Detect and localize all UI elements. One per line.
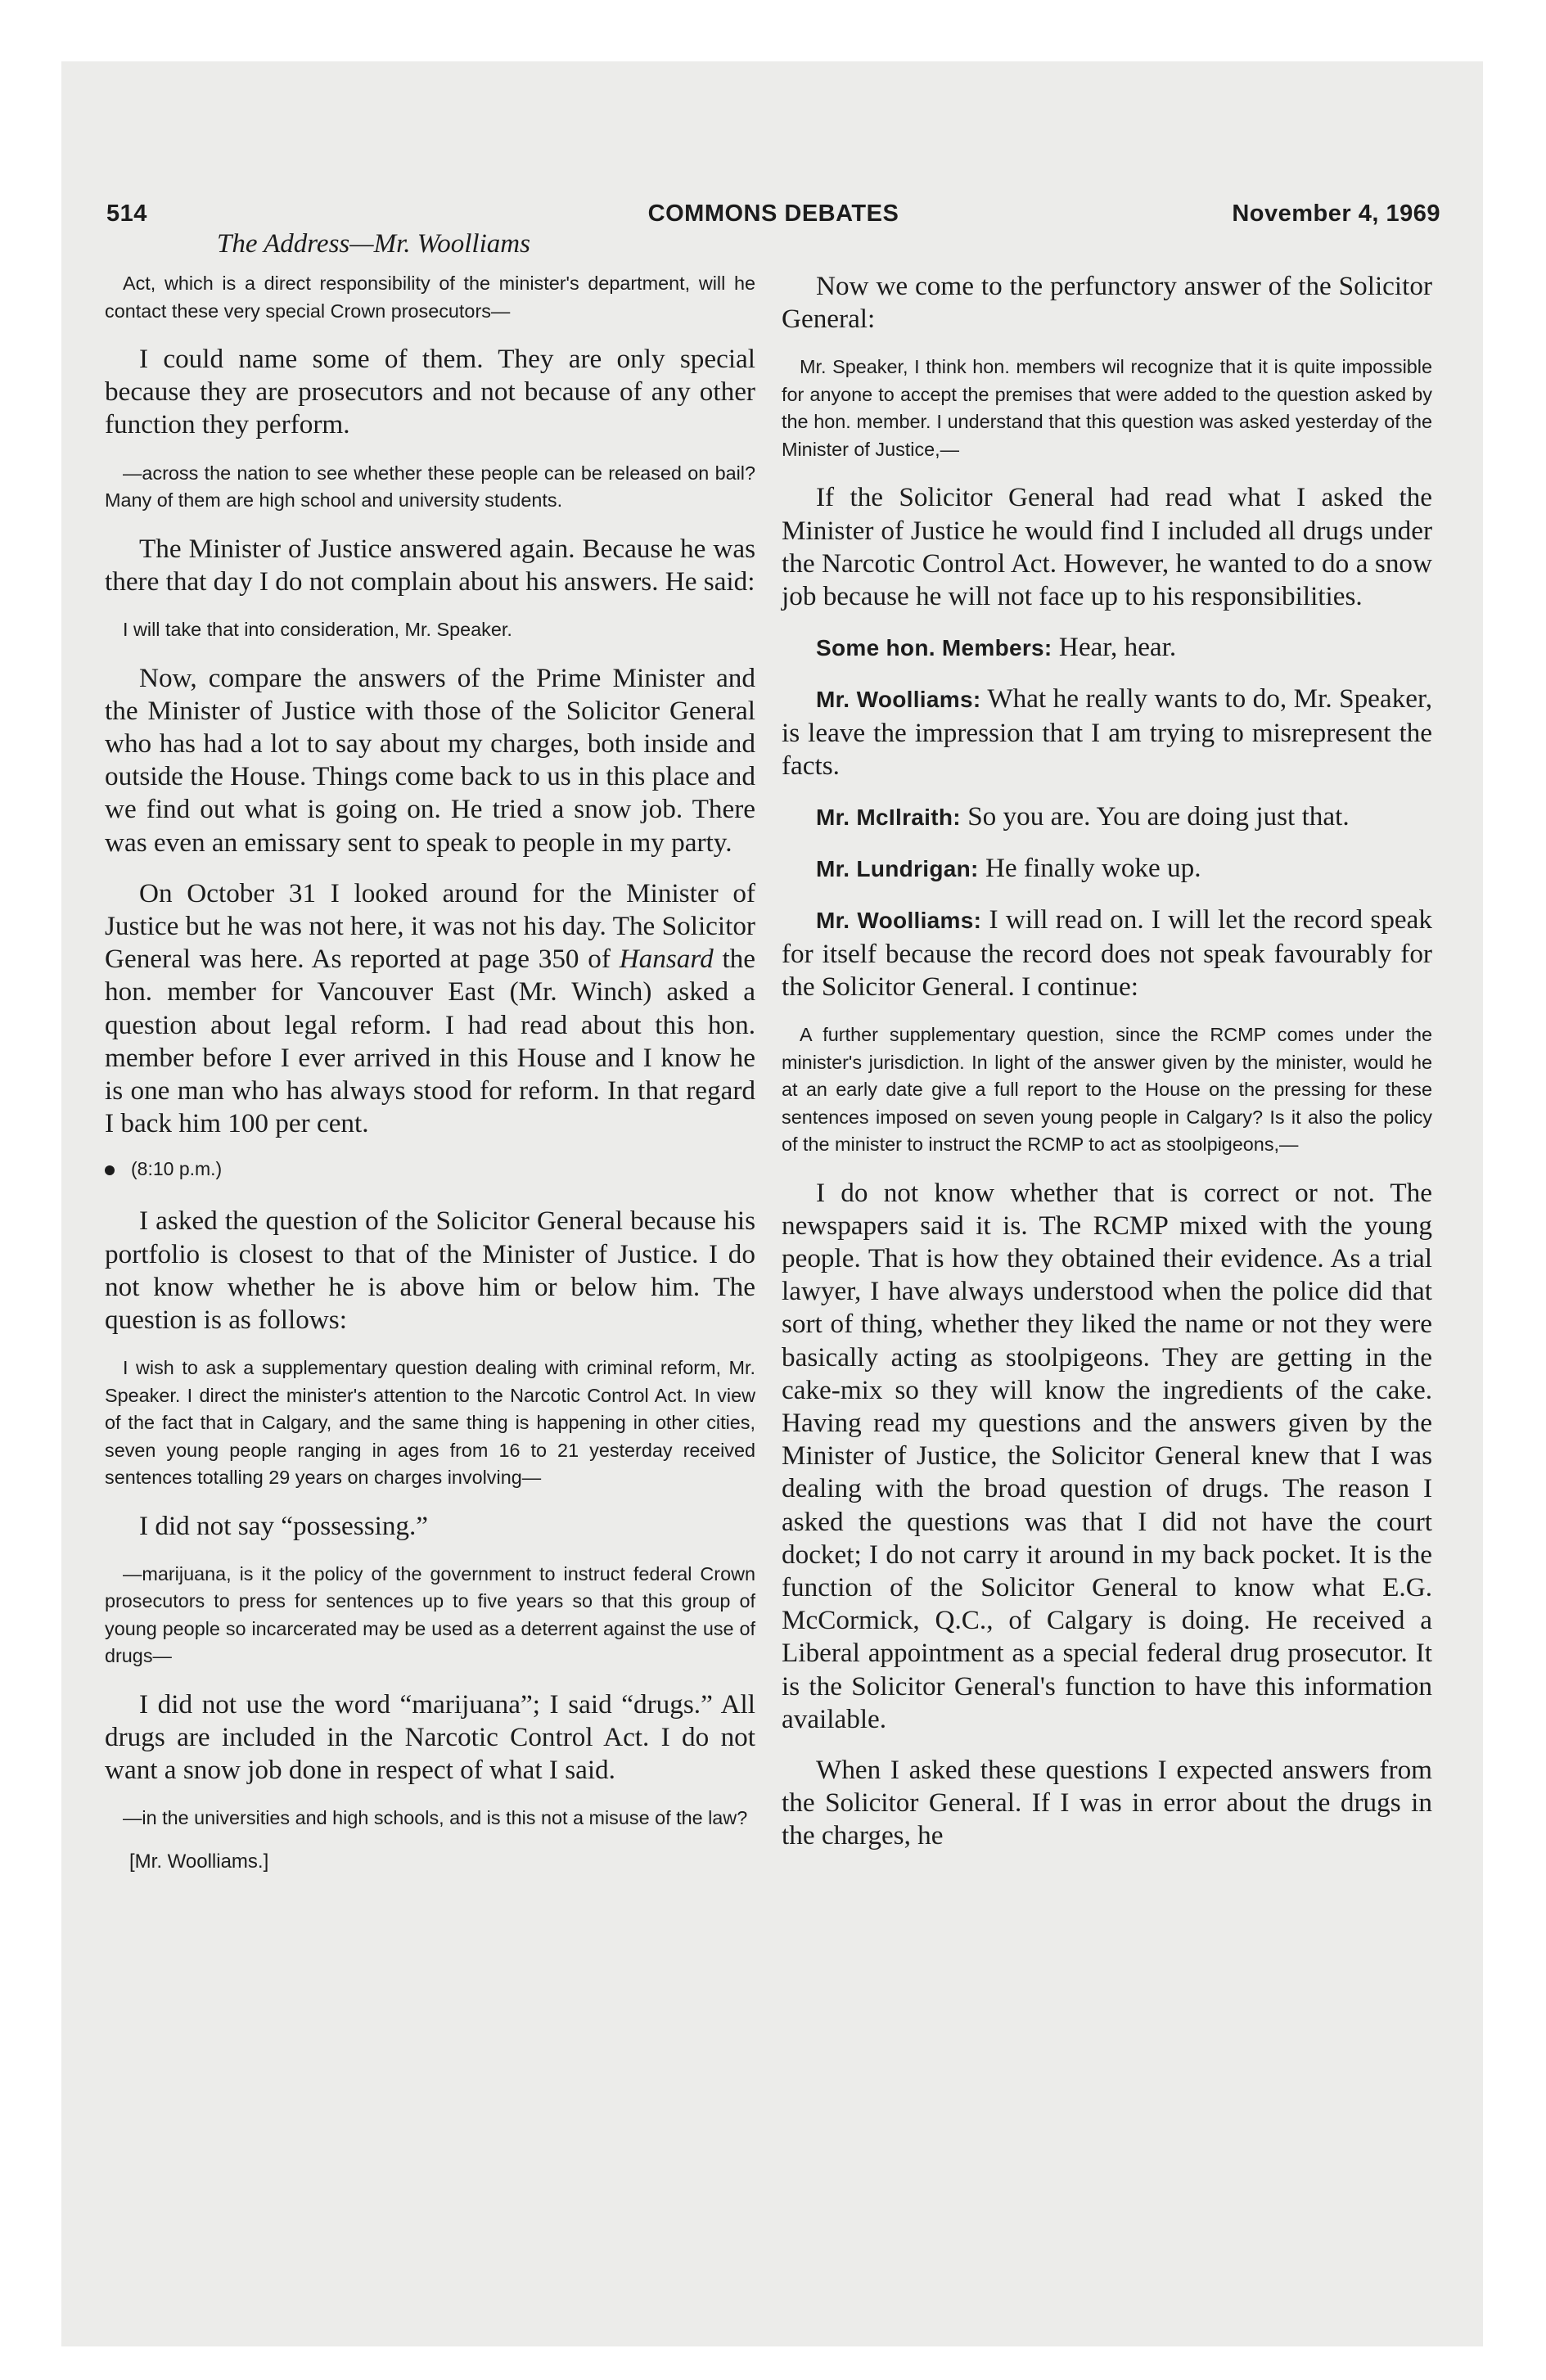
paragraph: Now we come to the perfunctory answer of the Solicitor General:: [782, 271, 1432, 335]
speech: [782, 683, 1432, 782]
quoted-passage: Mr. Speaker, I think hon. members wil recognize that it is quite impossible for anyone to accept the premises that were added to the question asked by the hon. member. I understand that this question was asked yesterday of the Minister of Justice,—: [782, 356, 1432, 460]
paragraph: I did not say “possessing.”: [139, 1510, 429, 1541]
speaker-attribution: [Mr. Woolliams.]: [129, 1850, 269, 1873]
quoted-passage: —across the nation to see whether these people can be released on bail? Many of them are high school and university students.: [105, 462, 755, 512]
speaker-name: Some hon. Members:: [816, 635, 1052, 661]
quoted-passage: Act, which is a direct responsibility of the minister's department, will he contact these very special Crown prosecutors—: [105, 273, 755, 322]
speaker-name: Mr. Woolliams:: [816, 687, 981, 713]
hansard-reference: Hansard: [619, 944, 714, 975]
paragraph: When I asked these questions I expected answers from the Solicitor General. If I was in error about the drugs in the charges, he: [782, 1755, 1432, 1851]
speech-text: I will read on. I will let the record speak for itself because the record does not speak favourably for the Solicitor General. I continue:: [782, 904, 1432, 1002]
paragraph: I did not use the word “marijuana”; I said “drugs.” All drugs are included in the Narcotic Control Act. I do not want a snow job done in respect of what I said.: [105, 1688, 755, 1786]
page-number: 514: [106, 201, 147, 227]
paragraph: [105, 877, 755, 1141]
running-head: The Address—Mr. Woolliams: [217, 229, 530, 259]
quoted-passage: —in the universities and high schools, and is this not a misuse of the law?: [123, 1807, 748, 1829]
speech: [782, 631, 1432, 665]
quoted-passage: A further supplementary question, since the RCMP comes under the minister's jurisdiction. In light of the answer given by the minister, would he at an early date give a full report to the House on the pressing for these sentences imposed on seven young people in Calgary? Is it also the policy of the minister to instruct the RCMP to act as stoolpigeons,—: [782, 1024, 1432, 1156]
paragraph: I asked the question of the Solicitor General because his portfolio is closest to that of the Minister of Justice. I do not know whether he is above him or below him. The question is as follows:: [105, 1206, 755, 1335]
time-text: (8:10 p.m.): [131, 1158, 223, 1180]
speech: [782, 800, 1432, 834]
text-run: On October 31 I looked around for the Minister of Justice but he was not here, it was not his day. The Solicitor General was here. As reported at page 350 of: [105, 877, 755, 975]
bullet-icon: [105, 1165, 115, 1175]
quoted-passage: —marijuana, is it the policy of the government to instruct federal Crown prosecutors to press for sentences up to five years so that this group of young people so incarcerated may be used as a deterrent against the use of drugs—: [105, 1562, 755, 1667]
speech: [782, 852, 1432, 886]
paragraph: I could name some of them. They are only special because they are prosecutors and not because of any other function they perform.: [105, 344, 755, 440]
speech: [782, 904, 1432, 1003]
speech-text: What he really wants to do, Mr. Speaker, is leave the impression that I am trying to misrepresent the facts.: [782, 683, 1432, 781]
paragraph: Now, compare the answers of the Prime Minister and the Minister of Justice with those of the Solicitor General who has had a lot to say about my charges, both inside and outside the House. Things come back to us in this place and we find out what is going on. He tried a snow job. There was even an emissary sent to speak to people in my party.: [105, 662, 755, 858]
publication-title: COMMONS DEBATES: [647, 201, 899, 227]
paragraph: The Minister of Justice answered again. Because he was there that day I do not complain about his answers. He said:: [105, 533, 755, 597]
paragraph: I do not know whether that is correct or not. The newspapers said it is. The RCMP mixed with the young people. That is how they obtained their evidence. As a trial lawyer, I have always understood when the police did that sort of thing, whether they liked the name or not they were basically acting as stoolpigeons. They are getting in the cake-mix so they will know the ingredients of the cake. Having read my questions and the answers given by the Minister of Justice, the Solicitor General knew that I was dealing with the broad question of drugs. The reason I asked the questions was that I did not have the court docket; I do not carry it around in my back pocket. It is the function of the Solicitor General to know what E.G. McCormick, Q.C., of Calgary is doing. He received a Liberal appointment as a special federal drug prosecutor. It is the Solicitor General's function to have this information available.: [782, 1177, 1432, 1734]
quoted-passage: I will take that into consideration, Mr. Speaker.: [123, 619, 512, 641]
speaker-name: Mr. Lundrigan:: [816, 856, 979, 882]
speech-text: Hear, hear.: [1052, 632, 1177, 663]
left-column: [105, 270, 755, 1873]
speech-text: He finally woke up.: [978, 853, 1201, 884]
right-column: [782, 270, 1432, 1871]
quoted-passage: I wish to ask a supplementary question dealing with criminal reform, Mr. Speaker. I direct the minister's attention to the Narcotic Control Act. In view of the fact that in Calgary, and the same thing is happening in other cities, seven young people ranging in ages from 16 to 21 yesterday received sentences totalling 29 years on charges involving—: [105, 1357, 755, 1489]
text-run: the hon. member for Vancouver East (Mr. Winch) asked a question about legal reform. I had read about this hon. member before I ever arrived in this House and I know he is one man who has always stood for reform. In that regard I back him 100 per cent.: [105, 944, 755, 1139]
time-stamp: [105, 1158, 755, 1180]
speaker-name: Mr. Woolliams:: [816, 908, 982, 934]
speech-text: So you are. You are doing just that.: [960, 801, 1350, 832]
speaker-name: Mr. McIlraith:: [816, 805, 961, 831]
publication-date: November 4, 1969: [1232, 201, 1440, 227]
paragraph: If the Solicitor General had read what I asked the Minister of Justice he would find I included all drugs under the Narcotic Control Act. However, he wanted to do a snow job because he will not face up to his responsibilities.: [782, 482, 1432, 612]
